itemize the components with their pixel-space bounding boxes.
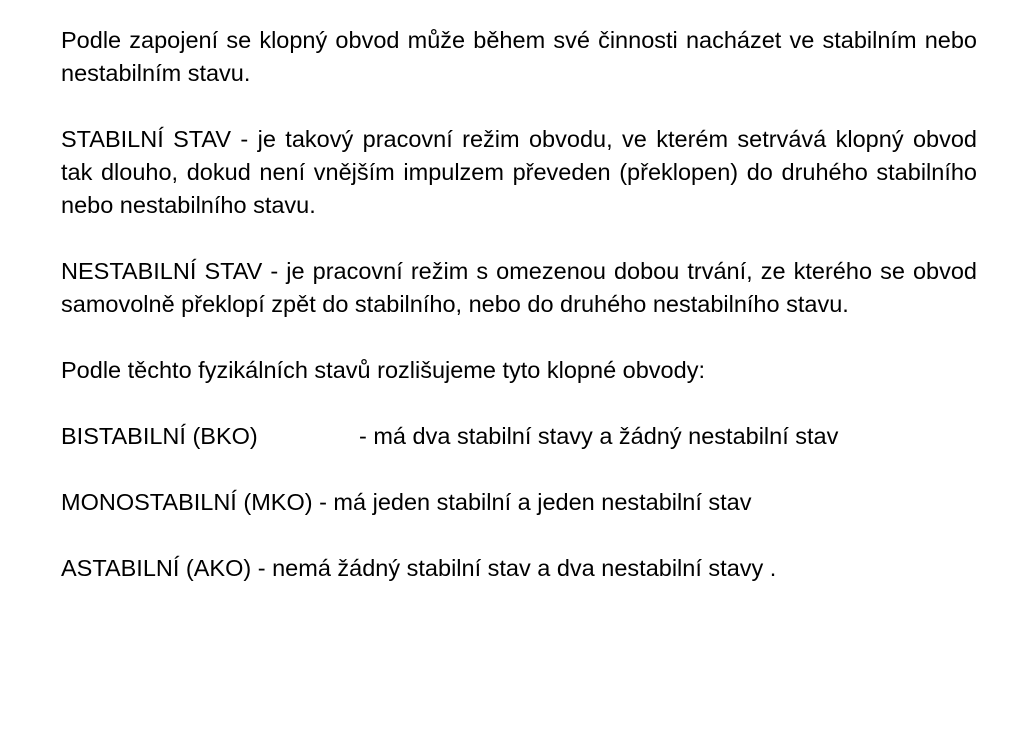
unstable-state-paragraph: NESTABILNÍ STAV - je pracovní režim s omezenou dobou trvání, ze kterého se obvod samovolně překlopí zpět do stabilního, nebo do druhého nestabilního stavu.: [61, 258, 977, 317]
stable-state-paragraph: STABILNÍ STAV - je takový pracovní režim obvodu, ve kterém setrvává klopný obvod tak dlouho, dokud není vnějším impulzem převeden (překlopen) do druhého stabilního nebo nestabilního stavu.: [61, 126, 977, 218]
bistable-term: BISTABILNÍ (BKO): [61, 423, 258, 449]
bistable-line: [61, 420, 977, 453]
astable-line: ASTABILNÍ (AKO) - nemá žádný stabilní stav a dva nestabilní stavy .: [61, 555, 777, 581]
bistable-description: - má dva stabilní stavy a žádný nestabilní stav: [359, 423, 839, 449]
lead-in-paragraph: Podle těchto fyzikálních stavů rozlišujeme tyto klopné obvody:: [61, 357, 705, 383]
document-page: [61, 24, 977, 618]
monostable-line: MONOSTABILNÍ (MKO) - má jeden stabilní a jeden nestabilní stav: [61, 489, 752, 515]
intro-paragraph: Podle zapojení se klopný obvod může během své činnosti nacházet ve stabilním nebo nestabilním stavu.: [61, 27, 977, 86]
